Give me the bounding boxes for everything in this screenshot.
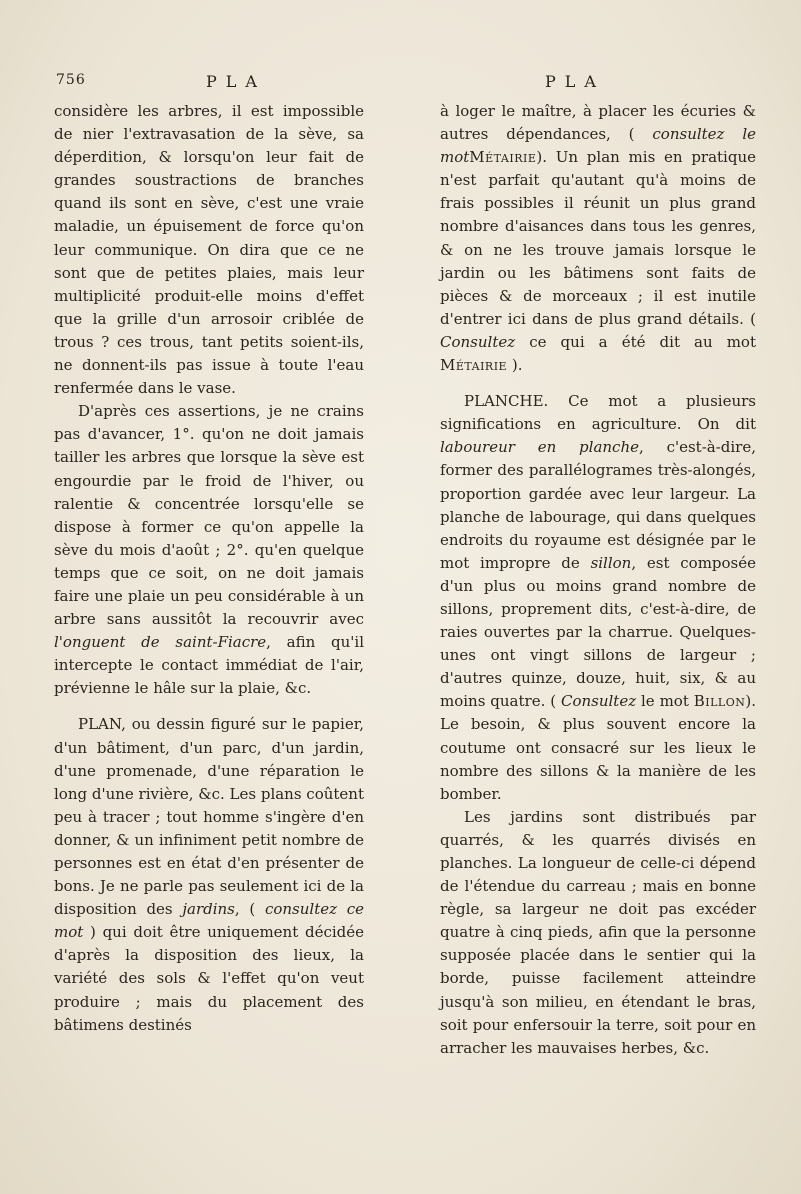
- paragraph-assertions: D'après ces assertions, je ne crains pas d'avancer, 1°. qu'on ne doit jamais tailler les arbres que lorsque la sève est engourdie par le froid de l'hiver, ou ralentie & concentrée lorsqu'elle se dispose à former ce qu'on appelle la sève du mois d'août ; 2°. qu'en quelque temps que ce soit, on ne doit jamais faire une plaie un peu considérable à un arbre sans aussitôt la recouvrir avec l'onguent de saint-Fiacre, afin qu'il intercepte le contact immédiat de l'air, prévienne le hâle sur la plaie, &c.: [54, 402, 364, 698]
- entry-plan: PLAN, ou dessin figuré sur le papier, d'un bâtiment, d'un parc, d'un jardin, d'une promenade, d'une réparation le long d'une rivière, &c. Les plans coûtent peu à tracer ; tout homme s'ingère d'en donner, & un infiniment petit nombre de personnes est en état d'en présenter de bons. Je ne parle pas seulement ici de la disposition des jardins, ( consultez ce mot ) qui doit être uniquement décidée d'après la disposition des lieux, la variété des sols & l'effet qu'on veut produire ; mais du placement des bâtimens destinés: [54, 715, 365, 1034]
- running-head-left: PLA: [206, 72, 266, 91]
- entry-planche: PLANCHE. Ce mot a plusieurs significations en agriculture. On dit laboureur en planche, c'est-à-dire, former des parallélogrames très-alongés, proportion gardée avec leur largeur. La planche de labourage, qui dans quelques endroits du royaume est désignée par le mot impropre de sillon, est composée d'un plus ou moins grand nombre de sillons, proprement dits, c'est-à-dire, de raies ouvertes par la charrue. Quelques-unes ont vingt sillons de largeur ; d'autres quinze, douze, huit, six, & au moins quatre. ( Consultez le mot Billon). Le besoin, & plus souvent encore la coutume ont consacré sur les lieux le nombre des sillons & la manière de les bomber.: [440, 392, 756, 803]
- paragraph-arbres-continued: considère les arbres, il est impossible de nier l'extravasation de la sève, sa déperdition, & lorsqu'on leur fait de grandes soustractions de branches quand ils sont en sève, c'est une vraie maladie, un épuisement de force qu'on leur communique. On dira que ce ne sont que de petites plaies, mais leur multiplicité produit-elle moins d'effet que la grille d'un arrosoir criblée de trous ? ces trous, tant petits soient-ils, ne donnent-ils pas issue à toute l'eau renfermée dans le vase.: [54, 102, 364, 398]
- page-header: [56, 72, 757, 98]
- entry-term-plan: PLAN: [78, 715, 122, 734]
- left-column: [54, 100, 364, 1037]
- page-number: 756: [56, 72, 86, 88]
- paragraph-plan-continued: à loger le maître, à placer les écuries & autres dépendances, ( consultez le motMétairie). Un plan mis en pratique n'est parfait qu'autant qu'à moins de frais possibles il réunit un plus grand nombre d'aisances dans tous les genres, & on ne les trouve jamais lorsque le jardin ou les bâtimens sont faits de pièces & de morceaux ; il est inutile d'entrer ici dans de plus grand détails. ( Consultez ce qui a été dit au mot Métairie ).: [440, 102, 757, 375]
- paragraph-jardins: Les jardins sont distribués par quarrés, & les quarrés divisés en planches. La longueur de celle-ci dépend de l'étendue du carreau ; mais en bonne règle, sa largeur ne doit pas excéder quatre à cinq pieds, afin que la personne supposée placée dans le sentier qui la borde, puisse facilement atteindre jusqu'à son milieu, en étendant le bras, soit pour enfersouir la terre, soit pour en arracher les mauvaises herbes, &c.: [440, 807, 756, 1057]
- entry-term-planche: PLANCHE: [464, 392, 544, 411]
- running-head-right: PLA: [545, 72, 605, 91]
- right-column: [440, 100, 756, 1060]
